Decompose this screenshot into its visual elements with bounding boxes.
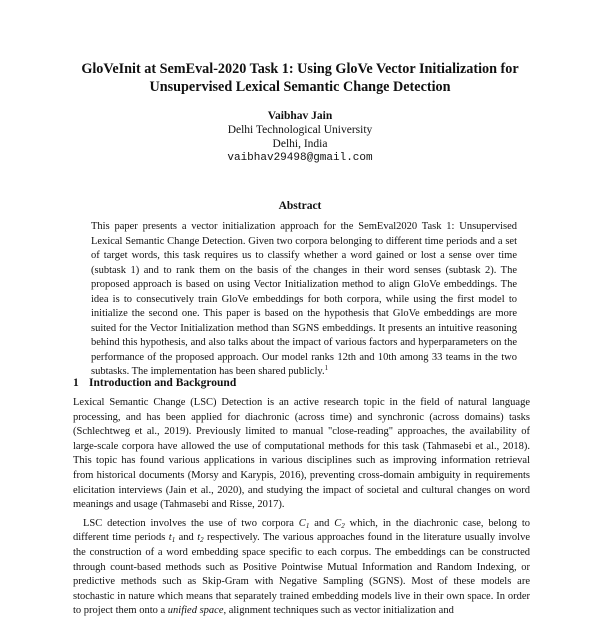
section-title: Introduction and Background [89, 377, 237, 389]
text-run: , alignment techniques such as vector initialization and [223, 605, 454, 617]
author-block [100, 109, 500, 165]
abstract-body [91, 220, 517, 380]
abstract-heading: Abstract [278, 200, 322, 212]
author-location: Delhi, India [272, 138, 328, 150]
text-run: LSC detection involves the use of two corpora [83, 517, 299, 529]
italic-term: unified space [167, 605, 224, 617]
text-run: and [309, 517, 335, 529]
paper-title: GloVeInit at SemEval-2020 Task 1: Using GloVe Vector Initialization for Unsupervised Lexical Semantic Change Detection [81, 61, 519, 95]
math-c1: $C_1$ [298, 517, 310, 530]
section-body [73, 396, 530, 623]
math-t2: $t_2$ [197, 532, 204, 545]
section-number: 1 [73, 377, 79, 389]
text-run: and [175, 532, 198, 544]
author-name: Vaibhav Jain [267, 110, 333, 122]
paragraph-2 [73, 517, 530, 619]
author-email: vaibhav29498@gmail.com [227, 152, 373, 164]
math-t1: $t_1$ [168, 532, 176, 545]
abstract-text: This paper presents a vector initialization approach for the SemEval2020 Task 1: Unsupervised Lexical Semantic Change Detection. Given two corpora belonging to different time periods and a set of target words, this task requires us to classify whether a word gained or lost a sense over time (subtask 1) and to rank them on the basis of the changes in their word senses (subtask 2). The proposed approach is based on using Vector Initialization method to align GloVe embeddings. The idea is to consecutively train GloVe embeddings for both corpora, while using the first model to initialize the second one. This paper is based on the hypothesis that GloVe embeddings are more suited for the Vector Initialization method than SGNS embeddings. It presents an intuitive reasoning behind this hypothesis, and also talks about the impact of various factors and hyperparameters on the performance of the proposed approach. Our model ranks 12th and 10th among 33 teams in the two subtasks. The implementation has been shared publicly. [91, 221, 517, 377]
math-c2: $C_2$ [334, 517, 345, 530]
author-affiliation: Delhi Technological University [227, 124, 373, 136]
section-heading [73, 376, 533, 390]
text-run: which, in the diachronic case, belong to different time periods [73, 517, 530, 544]
footnote-marker: 1 [324, 364, 329, 372]
paragraph-1: Lexical Semantic Change (LSC) Detection is an active research topic in the field of natural language processing, and has been applied for diachronic (across time) and synchronic (across domains) tasks (Schlechtweg et al., 2019). Previously limited to manual "close-reading" approaches, the availability of large-scale corpora have allowed the use of computational methods for this task (Tahmasebi et al., 2018). This topic has found various applications in various disciplines such as improving information retrieval from historical documents (Morsy and Karypis, 2016), preventing cross-domain ambiguity in requirements elicitation interviews (Jain et al., 2020), and studying the impact of societal and cultural changes on word meanings and usage (Tahmasebi and Risse, 2017). [73, 397, 530, 511]
text-run: respectively. The various approaches found in the literature usually involve the construction of a word embedding space specific to each corpus. The embeddings can be constructed through count-based methods such as Positive Pointwise Mutual Information and Random Indexing, or predictive methods such as Skip-Gram with Negative Sampling (SGNS). Most of these models are stochastic in nature which means that separately trained embedding models live in their own space. In order to project them onto a [73, 532, 530, 617]
